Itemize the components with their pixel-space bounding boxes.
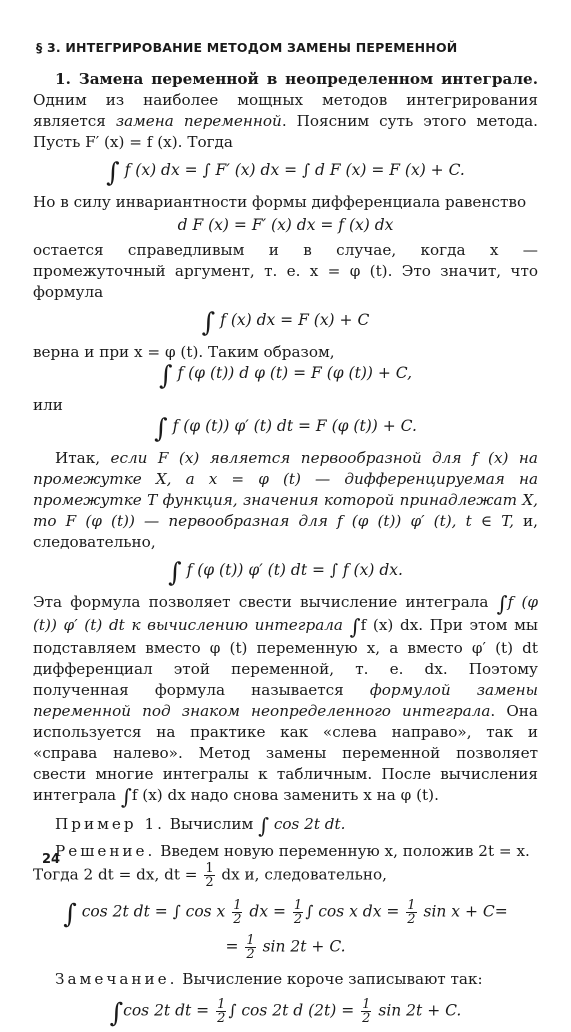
solution: Решение. Введем новую переменную x, положив 2t = x. bbox=[55, 842, 530, 860]
paragraph-5: или bbox=[33, 396, 63, 414]
solution-line-2: Тогда 2 dt = dx, dt = $\frac{1}{2}$ dx и, следовательно, bbox=[33, 861, 387, 890]
equation-5: ∫ f (φ (t)) φ′ (t) dt = F (φ (t)) + C. bbox=[154, 414, 417, 444]
page-content bbox=[33, 28, 538, 1032]
equation-7: ∫ cos 2t dt = ∫ cos x $\frac{1}{2}$ dx = $\frac{1}{2}$ ∫ cos x dx = $\frac{1}{2}$ sin x + C= bbox=[63, 898, 508, 930]
paragraph-7: Эта формула позволяет свести вычисление интеграла ∫f (φ (t)) φ′ (t) dt к вычислению интеграла ∫f (x) dx. При этом мы подставляем вместо φ (t) переменную x, а вместо φ′ (t) dt дифференциал этой переменной, т. е. dx. Поэтому полученная формула называется формулой замены переменной под знаком неопределенного интеграла. Она используется на практике как «слева направо», так и «справа налево». Метод замены переменной позволяет свести многие интегралы к табличным. После вычисления интеграла ∫f (x) dx надо снова заменить x на φ (t). bbox=[33, 592, 539, 809]
page-number: 24 bbox=[42, 852, 61, 867]
paragraph-2: Но в силу инвариантности формы дифференциала равенство bbox=[33, 193, 527, 211]
equation-2: d F (x) = F′ (x) dx = f (x) dx bbox=[177, 216, 394, 234]
equation-8: = $\frac{1}{2}$ sin 2t + C. bbox=[225, 932, 346, 962]
note-label: Замечание. bbox=[55, 969, 178, 988]
paragraph-3: остается справедливым и в случае, когда x — промежуточный аргумент, т. е. x = φ (t). Это значит, что формула bbox=[33, 241, 538, 301]
example-label: Пример 1. bbox=[55, 815, 165, 833]
paragraph-6: Итак, если F (x) является первообразной для f (x) на промежутке X, а x = φ (t) — дифференцируемая на промежутке T функция, значения которой принадлежат X, то F (φ (t)) — первообразная для f (φ (t)) φ′ (t), t ∈ T, и, следовательно, bbox=[33, 449, 539, 551]
example-1: Пример 1. Вычислим ∫ cos 2t dt. bbox=[55, 814, 346, 838]
section-heading: § 3. ИНТЕГРИРОВАНИЕ МЕТОДОМ ЗАМЕНЫ ПЕРЕМЕННОЙ bbox=[36, 40, 458, 55]
subsection-title: 1. Замена переменной в неопределенном интеграле. bbox=[55, 70, 538, 88]
equation-4: ∫ f (φ (t)) d φ (t) = F (φ (t)) + C, bbox=[158, 361, 413, 391]
equation-6: ∫ f (φ (t)) φ′ (t) dt = ∫ f (x) dx. bbox=[168, 558, 403, 588]
equation-3: ∫ f (x) dx = F (x) + C bbox=[201, 308, 370, 338]
equation-9: ∫cos 2t dt = $\frac{1}{2}$ ∫ cos 2t d (2t) = $\frac{1}{2}$ sin 2t + C. bbox=[109, 996, 462, 1028]
fraction-half: $\frac{1}{2}$ bbox=[205, 861, 214, 890]
integral-sign: ∫ bbox=[106, 158, 120, 188]
paragraph-1: 1. Замена переменной в неопределенном интеграле. Одним из наиболее мощных методов интегрирования является замена переменной. Поясним суть этого метода. Пусть F′ (x) = f (x). Тогда bbox=[33, 70, 538, 151]
note: Замечание. Вычисление короче записывают так: bbox=[55, 969, 483, 988]
equation-1: ∫ f (x) dx = ∫ F′ (x) dx = ∫ d F (x) = F (x) + C. bbox=[106, 158, 465, 188]
paragraph-4: верна и при x = φ (t). Таким образом, bbox=[33, 343, 335, 361]
solution-label: Решение. bbox=[55, 842, 156, 860]
